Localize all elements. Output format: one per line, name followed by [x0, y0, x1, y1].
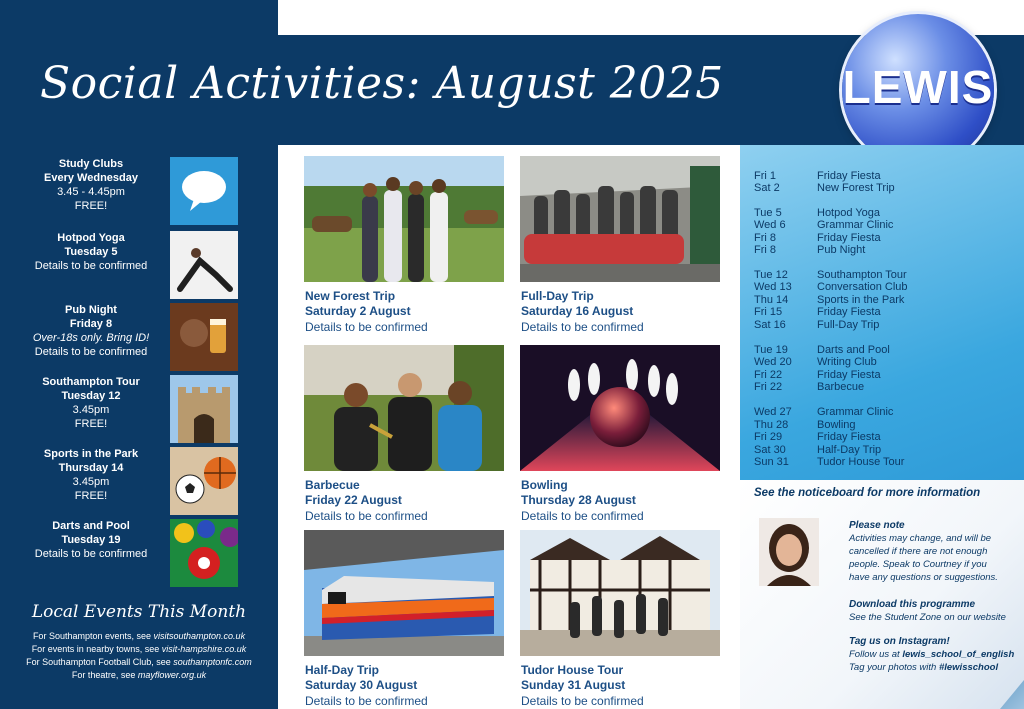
calendar-event: Friday Fiesta: [817, 369, 881, 381]
local-events-text: For Southampton Football Club, see: [26, 657, 174, 667]
weekly-title: Study Clubs: [58, 158, 124, 170]
please-note-line: people. Speak to Courtney if you: [849, 559, 987, 570]
calendar-event: Hotpod Yoga: [817, 207, 881, 219]
trip-name: Bowling: [521, 478, 568, 492]
instagram-tag-prefix: Tag your photos with: [849, 662, 939, 673]
weekly-item-hotpod-yoga: [0, 231, 278, 303]
calendar-day: Wed 20: [754, 356, 792, 368]
trip-details: Details to be confirmed: [521, 694, 644, 708]
weekly-line: 3.45pm: [72, 404, 110, 416]
notes-page-curl: [740, 480, 1024, 709]
yoga-photo: [170, 231, 238, 299]
weekly-item-pub-night: [0, 303, 278, 375]
pool-balls-photo: [170, 519, 238, 587]
calendar-event: Conversation Club: [817, 281, 908, 293]
instagram-follow-prefix: Follow us at: [849, 649, 903, 660]
noticeboard-note: See the noticeboard for more information: [754, 487, 981, 499]
calendar-day: Fri 8: [754, 232, 776, 244]
calendar-event: Friday Fiesta: [817, 170, 881, 182]
top-left-bar: [0, 0, 278, 35]
calendar-day: Fri 22: [754, 381, 783, 393]
weekly-activities-column: [0, 145, 278, 709]
trip-name: New Forest Trip: [305, 289, 396, 303]
calendar-day: Sun 31: [754, 456, 789, 468]
weekly-item-sports-in-the-park: [0, 447, 278, 519]
trip-name: Barbecue: [305, 478, 360, 492]
calendar-event: Writing Club: [817, 356, 877, 368]
calendar-day: Tue 12: [754, 269, 788, 281]
weekly-item-southampton-tour: [0, 375, 278, 447]
weekly-title: Sports in the Park: [43, 448, 139, 460]
trip-details: Details to be confirmed: [305, 320, 428, 334]
calendar-event: Sports in the Park: [817, 294, 905, 306]
local-events-line: [0, 631, 278, 641]
local-events-text: For events in nearby towns, see: [31, 644, 162, 654]
calendar-day: Thu 14: [754, 294, 789, 306]
weekly-line: Details to be confirmed: [34, 548, 148, 560]
logo-text: LEWIS: [842, 61, 994, 113]
calendar-day: Wed 13: [754, 281, 792, 293]
weekly-line: FREE!: [74, 490, 108, 502]
calendar-event: New Forest Trip: [817, 182, 895, 194]
weekly-title: Pub Night: [65, 304, 117, 316]
calendar-day: Fri 22: [754, 369, 783, 381]
bargate-photo: [170, 375, 238, 443]
local-events-line: [0, 657, 278, 667]
weekly-item-darts-and-pool: [0, 519, 278, 591]
weekly-item-study-clubs: [0, 157, 278, 229]
sports-balls-photo: [170, 447, 238, 515]
local-events-line: [0, 644, 278, 654]
local-events-link[interactable]: southamptonfc.com: [173, 657, 252, 667]
tudor-house-photo: [520, 530, 720, 656]
instagram-tag-line: [849, 662, 998, 673]
weekly-line: 3.45pm: [72, 476, 110, 488]
calendar-event: Friday Fiesta: [817, 431, 881, 443]
full-day-trip-photo: [520, 156, 720, 282]
instagram-handle[interactable]: lewis_school_of_english: [902, 649, 1015, 660]
local-events-text: For Southampton events, see: [32, 631, 154, 641]
instagram-follow-line: [849, 649, 1014, 660]
local-events-link[interactable]: mayflower.org.uk: [137, 670, 207, 680]
trip-details: Details to be confirmed: [305, 694, 428, 708]
weekly-subtitle: Every Wednesday: [44, 172, 138, 184]
weekly-subtitle: Tuesday 12: [61, 390, 121, 402]
calendar-day: Fri 1: [754, 170, 776, 182]
weekly-title: Hotpod Yoga: [57, 232, 125, 244]
calendar-event: Bowling: [817, 419, 856, 431]
calendar-event: Grammar Clinic: [817, 406, 894, 418]
calendar-event: Darts and Pool: [817, 344, 890, 356]
please-note-line: cancelled if there are not enough: [849, 546, 988, 557]
please-note-heading: Please note: [849, 520, 905, 531]
weekly-line: FREE!: [74, 418, 108, 430]
weekly-line: Details to be confirmed: [34, 346, 148, 358]
download-heading: Download this programme: [849, 599, 976, 610]
download-line[interactable]: See the Student Zone on our website: [849, 612, 1006, 623]
weekly-note: Over-18s only. Bring ID!: [32, 332, 150, 344]
weekly-title: Darts and Pool: [52, 520, 130, 532]
weekly-line: FREE!: [74, 200, 108, 212]
calendar-event: Barbecue: [817, 381, 865, 393]
instagram-hashtag: #lewisschool: [938, 662, 999, 673]
pub-photo: [170, 303, 238, 371]
calendar-day: Wed 27: [754, 406, 792, 418]
please-note-line: have any questions or suggestions.: [849, 572, 998, 583]
calendar-event: Tudor House Tour: [817, 456, 905, 468]
calendar-day: Wed 6: [754, 219, 786, 231]
courtney-portrait: [759, 518, 819, 586]
local-events-text: For theatre, see: [71, 670, 138, 680]
calendar-event: Full-Day Trip: [817, 319, 880, 331]
local-events-title: Local Events This Month: [31, 602, 247, 622]
weekly-subtitle: Tuesday 19: [61, 534, 121, 546]
weekly-title: Southampton Tour: [42, 376, 140, 388]
trip-date: Saturday 2 August: [305, 304, 411, 318]
speech-bubble-icon: [170, 157, 238, 225]
calendar-day: Fri 29: [754, 431, 783, 443]
trip-name: Tudor House Tour: [521, 663, 624, 677]
calendar-day: Fri 8: [754, 244, 776, 256]
trip-date: Saturday 16 August: [521, 304, 634, 318]
calendar-event: Friday Fiesta: [817, 232, 881, 244]
please-note-line: Activities may change, and will be: [849, 533, 992, 544]
local-events-link[interactable]: visit-hampshire.co.uk: [161, 644, 247, 654]
calendar-day: Sat 30: [754, 444, 786, 456]
local-events-line: [0, 670, 278, 680]
trip-name: Half-Day Trip: [305, 663, 380, 677]
calendar-event: Half-Day Trip: [817, 444, 882, 456]
bowling-photo: [520, 345, 720, 471]
weekly-subtitle: Friday 8: [69, 318, 113, 330]
half-day-trip-photo: [304, 530, 504, 656]
lewis-logo[interactable]: [842, 14, 994, 166]
local-events-link[interactable]: visitsouthampton.co.uk: [153, 631, 246, 641]
calendar-day: Sat 16: [754, 319, 786, 331]
weekly-line: 3.45 - 4.45pm: [57, 186, 125, 198]
trip-date: Saturday 30 August: [305, 678, 418, 692]
calendar-event: Southampton Tour: [817, 269, 907, 281]
trip-date: Sunday 31 August: [521, 678, 626, 692]
trip-date: Thursday 28 August: [521, 493, 636, 507]
trip-date: Friday 22 August: [305, 493, 402, 507]
weekly-subtitle: Tuesday 5: [64, 246, 118, 258]
trip-name: Full-Day Trip: [521, 289, 594, 303]
new-forest-photo: [304, 156, 504, 282]
weekly-line: Details to be confirmed: [34, 260, 148, 272]
calendar-day: Tue 5: [754, 207, 782, 219]
calendar-event: Friday Fiesta: [817, 306, 881, 318]
calendar-event: Pub Night: [817, 244, 866, 256]
weekly-subtitle: Thursday 14: [58, 462, 124, 474]
calendar-day: Fri 15: [754, 306, 783, 318]
instagram-heading: Tag us on Instagram!: [849, 636, 950, 647]
trip-details: Details to be confirmed: [521, 320, 644, 334]
calendar-day: Sat 2: [754, 182, 780, 194]
calendar-event: Grammar Clinic: [817, 219, 894, 231]
trip-details: Details to be confirmed: [305, 509, 428, 523]
calendar-day: Thu 28: [754, 419, 789, 431]
barbecue-photo: [304, 345, 504, 471]
trip-details: Details to be confirmed: [521, 509, 644, 523]
page-title: Social Activities: August 2025: [40, 58, 724, 109]
calendar-day: Tue 19: [754, 344, 788, 356]
